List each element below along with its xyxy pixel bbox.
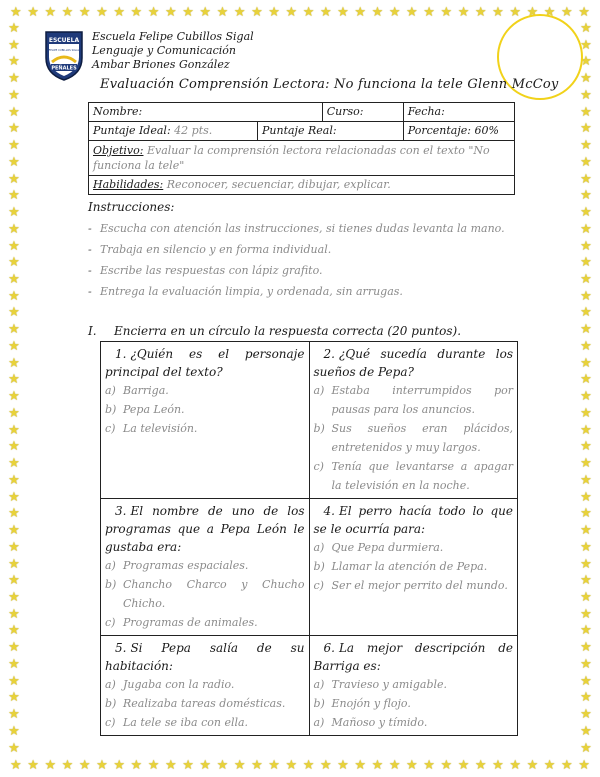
question-number: 5. xyxy=(115,641,127,655)
question-cell-3 xyxy=(101,499,310,636)
star-icon: ★ xyxy=(302,4,315,20)
star-icon: ★ xyxy=(580,556,592,572)
star-icon: ★ xyxy=(580,87,592,103)
star-icon: ★ xyxy=(8,506,20,522)
section-number: I. xyxy=(88,324,97,338)
puntaje-ideal-cell: Puntaje Ideal: 42 pts. xyxy=(89,122,258,141)
star-icon: ★ xyxy=(371,757,384,773)
answer-option[interactable] xyxy=(105,675,305,694)
star-icon: ★ xyxy=(580,154,592,170)
star-icon: ★ xyxy=(61,757,74,773)
star-icon: ★ xyxy=(561,757,573,773)
star-icon: ★ xyxy=(8,288,20,304)
star-icon: ★ xyxy=(182,4,194,20)
star-icon: ★ xyxy=(8,121,20,137)
star-icon: ★ xyxy=(268,4,280,20)
star-icon: ★ xyxy=(580,439,592,455)
star-icon: ★ xyxy=(580,288,592,304)
star-icon: ★ xyxy=(543,4,556,20)
question-prompt: El nombre de uno de los programas que a Pepa León le gustaba era: xyxy=(105,504,305,554)
star-icon: ★ xyxy=(580,673,592,689)
question-cell-2 xyxy=(309,342,518,499)
option-letter: a) xyxy=(105,384,116,397)
star-icon: ★ xyxy=(113,757,125,773)
svg-text:ESCUELA: ESCUELA xyxy=(48,37,80,44)
star-icon: ★ xyxy=(580,37,592,53)
star-icon: ★ xyxy=(580,305,592,321)
star-icon: ★ xyxy=(8,154,20,170)
star-icon: ★ xyxy=(8,138,20,154)
star-icon: ★ xyxy=(27,757,39,773)
star-icon: ★ xyxy=(580,707,592,723)
question-prompt: ¿Quién es el personaje principal del texto? xyxy=(105,347,305,379)
star-icon: ★ xyxy=(580,489,592,505)
option-text: Barriga. xyxy=(123,384,169,397)
star-icon: ★ xyxy=(509,757,521,773)
star-icon: ★ xyxy=(580,690,592,706)
star-icon: ★ xyxy=(130,4,143,20)
option-text: Ser el mejor perrito del mundo. xyxy=(331,579,508,592)
star-border-right xyxy=(578,22,594,755)
star-icon: ★ xyxy=(526,4,539,20)
star-icon: ★ xyxy=(580,272,592,288)
star-icon: ★ xyxy=(474,4,487,20)
school-name: Escuela Felipe Cubillos Sigal xyxy=(92,30,254,43)
star-icon: ★ xyxy=(96,4,108,20)
star-icon: ★ xyxy=(580,338,592,354)
star-icon: ★ xyxy=(457,4,470,20)
question-cell-1 xyxy=(101,342,310,499)
question-text xyxy=(314,502,514,538)
option-text: Chancho Charco y Chucho Chicho. xyxy=(123,578,305,610)
star-icon: ★ xyxy=(8,238,20,254)
star-icon: ★ xyxy=(8,489,20,505)
star-icon: ★ xyxy=(337,4,349,20)
star-icon: ★ xyxy=(580,71,592,87)
star-icon: ★ xyxy=(182,757,194,773)
star-icon: ★ xyxy=(319,4,332,20)
star-icon: ★ xyxy=(8,372,20,388)
star-icon: ★ xyxy=(147,757,160,773)
star-icon: ★ xyxy=(580,640,592,656)
star-icon: ★ xyxy=(8,338,20,354)
option-text: Jugaba con la radio. xyxy=(123,678,235,691)
star-icon: ★ xyxy=(216,4,229,20)
answer-option[interactable] xyxy=(314,381,514,419)
porcentaje-cell: Porcentaje: 60% xyxy=(403,122,514,141)
star-border-left xyxy=(6,22,22,755)
question-text xyxy=(105,639,305,675)
star-icon: ★ xyxy=(8,255,20,271)
answer-option[interactable] xyxy=(105,419,305,438)
star-icon: ★ xyxy=(526,757,539,773)
option-text: Pepa León. xyxy=(123,403,185,416)
answer-option[interactable] xyxy=(105,694,305,713)
star-icon: ★ xyxy=(78,4,91,20)
star-icon: ★ xyxy=(8,71,20,87)
objetivo-cell: Objetivo: Evaluar la comprensión lectora relacionadas con el texto "No funciona la tele" xyxy=(89,141,515,176)
answer-option[interactable] xyxy=(105,613,305,632)
answer-option[interactable] xyxy=(314,713,514,732)
page-title: Evaluación Comprensión Lectora: No funciona la tele Glenn McCoy xyxy=(100,77,559,92)
star-icon: ★ xyxy=(8,740,20,755)
star-icon: ★ xyxy=(164,757,177,773)
question-prompt: La mejor descripción de Barriga es: xyxy=(313,641,513,673)
star-icon: ★ xyxy=(580,422,592,438)
question-number: 6. xyxy=(323,641,335,655)
curso-field[interactable]: Curso: xyxy=(322,103,403,122)
star-icon: ★ xyxy=(388,4,401,20)
star-icon: ★ xyxy=(580,171,592,187)
star-icon: ★ xyxy=(61,4,74,20)
star-icon: ★ xyxy=(406,4,418,20)
answer-option[interactable] xyxy=(314,675,514,694)
star-icon: ★ xyxy=(113,4,125,20)
star-icon: ★ xyxy=(561,4,573,20)
answer-option[interactable] xyxy=(314,457,514,495)
option-text: Llamar la atención de Pepa. xyxy=(331,560,488,573)
student-info-table xyxy=(88,102,515,195)
star-icon: ★ xyxy=(423,757,435,773)
option-letter: a) xyxy=(313,384,325,397)
star-icon: ★ xyxy=(580,322,592,338)
star-icon: ★ xyxy=(8,54,20,70)
star-icon: ★ xyxy=(578,4,590,20)
star-icon: ★ xyxy=(233,4,246,20)
option-text: Que Pepa durmiera. xyxy=(331,541,444,554)
section-text: Encierra en un círculo la respuesta correcta (20 puntos). xyxy=(114,324,462,338)
question-number: 3. xyxy=(115,504,127,518)
star-icon: ★ xyxy=(44,757,57,773)
star-icon: ★ xyxy=(580,205,592,221)
option-letter: c) xyxy=(105,422,116,435)
option-letter: b) xyxy=(313,560,325,573)
answer-option[interactable] xyxy=(105,400,305,419)
answer-option[interactable] xyxy=(314,538,514,557)
option-text: Tenía que levantarse a apagar la televisión en la noche. xyxy=(331,460,513,492)
instruction-item: - Trabaja en silencio y en forma individual. xyxy=(88,243,528,257)
star-icon: ★ xyxy=(8,439,20,455)
option-letter: c) xyxy=(105,716,116,729)
star-icon: ★ xyxy=(8,221,20,237)
option-letter: a) xyxy=(105,678,116,691)
answer-option[interactable] xyxy=(314,419,514,457)
star-icon: ★ xyxy=(285,757,298,773)
option-text: Enojón y flojo. xyxy=(331,697,411,710)
star-icon: ★ xyxy=(233,757,246,773)
option-text: Sus sueños eran plácidos, entretenidos y muy largos. xyxy=(331,422,513,454)
option-text: Programas espaciales. xyxy=(123,559,249,572)
star-icon: ★ xyxy=(8,606,20,622)
star-icon: ★ xyxy=(580,656,592,672)
star-icon: ★ xyxy=(8,22,20,36)
star-icon: ★ xyxy=(8,355,20,371)
answer-option[interactable] xyxy=(105,381,305,400)
star-icon: ★ xyxy=(96,757,108,773)
answer-option[interactable] xyxy=(314,576,514,595)
star-icon: ★ xyxy=(44,4,57,20)
question-prompt: El perro hacía todo lo que se le ocurría para: xyxy=(313,504,513,536)
star-icon: ★ xyxy=(580,506,592,522)
instruction-item: - Escucha con atención las instrucciones, si tienes dudas levanta la mano. xyxy=(88,222,528,236)
star-icon: ★ xyxy=(130,757,143,773)
star-icon: ★ xyxy=(580,22,592,36)
star-icon: ★ xyxy=(580,372,592,388)
star-icon: ★ xyxy=(78,757,91,773)
option-text: Realizaba tareas domésticas. xyxy=(123,697,286,710)
star-icon: ★ xyxy=(319,757,332,773)
option-text: La televisión. xyxy=(123,422,198,435)
star-icon: ★ xyxy=(10,4,22,20)
star-icon: ★ xyxy=(580,539,592,555)
svg-text:FELIPE CUBILLOS SIGAL: FELIPE CUBILLOS SIGAL xyxy=(48,49,80,52)
fecha-field[interactable]: Fecha: xyxy=(403,103,514,122)
star-icon: ★ xyxy=(8,707,20,723)
question-text xyxy=(314,639,514,675)
star-icon: ★ xyxy=(580,255,592,271)
option-letter: b) xyxy=(105,578,117,591)
question-prompt: ¿Qué sucedía durante los sueños de Pepa? xyxy=(313,347,513,379)
star-icon: ★ xyxy=(580,54,592,70)
star-icon: ★ xyxy=(474,757,487,773)
question-number: 4. xyxy=(323,504,335,518)
star-icon: ★ xyxy=(388,757,401,773)
star-icon: ★ xyxy=(580,238,592,254)
question-cell-4 xyxy=(309,499,518,636)
star-icon: ★ xyxy=(354,4,367,20)
question-number: 2. xyxy=(323,347,335,361)
star-icon: ★ xyxy=(8,456,20,472)
answer-option[interactable] xyxy=(314,557,514,576)
star-icon: ★ xyxy=(164,4,177,20)
star-icon: ★ xyxy=(8,539,20,555)
star-border-bottom xyxy=(10,757,590,773)
star-icon: ★ xyxy=(406,757,418,773)
star-icon: ★ xyxy=(216,757,229,773)
star-icon: ★ xyxy=(8,37,20,53)
question-text xyxy=(105,502,305,556)
star-icon: ★ xyxy=(580,623,592,639)
star-icon: ★ xyxy=(580,104,592,120)
school-logo xyxy=(42,28,86,82)
star-icon: ★ xyxy=(8,422,20,438)
option-text: La tele se iba con ella. xyxy=(123,716,249,729)
star-icon: ★ xyxy=(8,305,20,321)
question-number: 1. xyxy=(115,347,127,361)
answer-option[interactable] xyxy=(105,556,305,575)
puntaje-real-field[interactable]: Puntaje Real: xyxy=(258,122,404,141)
option-letter: b) xyxy=(105,403,117,416)
star-icon: ★ xyxy=(27,4,39,20)
star-icon: ★ xyxy=(492,757,504,773)
star-icon: ★ xyxy=(8,723,20,739)
star-icon: ★ xyxy=(543,757,556,773)
star-icon: ★ xyxy=(268,757,280,773)
star-icon: ★ xyxy=(147,4,160,20)
option-text: Estaba interrumpidos por pausas para los anuncios. xyxy=(331,384,513,416)
star-icon: ★ xyxy=(578,757,590,773)
star-icon: ★ xyxy=(580,523,592,539)
school-header xyxy=(92,30,254,72)
star-icon: ★ xyxy=(8,656,20,672)
star-icon: ★ xyxy=(457,757,470,773)
star-icon: ★ xyxy=(8,205,20,221)
option-letter: c) xyxy=(313,460,324,473)
star-icon: ★ xyxy=(8,556,20,572)
star-icon: ★ xyxy=(580,138,592,154)
instructions-title: Instrucciones: xyxy=(88,200,175,214)
star-icon: ★ xyxy=(580,472,592,488)
option-letter: a) xyxy=(313,716,325,729)
star-icon: ★ xyxy=(8,623,20,639)
option-letter: b) xyxy=(313,422,325,435)
answer-option[interactable] xyxy=(105,575,305,613)
star-icon: ★ xyxy=(8,405,20,421)
star-icon: ★ xyxy=(337,757,349,773)
star-icon: ★ xyxy=(580,121,592,137)
star-icon: ★ xyxy=(8,188,20,204)
star-icon: ★ xyxy=(509,4,521,20)
star-icon: ★ xyxy=(251,4,263,20)
star-icon: ★ xyxy=(440,4,453,20)
option-text: Programas de animales. xyxy=(123,616,258,629)
star-icon: ★ xyxy=(8,690,20,706)
star-icon: ★ xyxy=(8,472,20,488)
question-cell-6 xyxy=(309,636,518,736)
star-icon: ★ xyxy=(199,757,212,773)
option-letter: c) xyxy=(105,616,116,629)
question-text xyxy=(105,345,305,381)
answer-option[interactable] xyxy=(105,713,305,732)
star-icon: ★ xyxy=(580,405,592,421)
subject-name: Lenguaje y Comunicación xyxy=(92,44,236,57)
star-icon: ★ xyxy=(580,389,592,405)
star-icon: ★ xyxy=(580,188,592,204)
instruction-item: - Escribe las respuestas con lápiz grafito. xyxy=(88,264,528,278)
option-letter: c) xyxy=(313,579,324,592)
star-icon: ★ xyxy=(580,221,592,237)
answer-option[interactable] xyxy=(314,694,514,713)
question-text xyxy=(314,345,514,381)
star-icon: ★ xyxy=(302,757,315,773)
star-icon: ★ xyxy=(354,757,367,773)
star-icon: ★ xyxy=(440,757,453,773)
star-icon: ★ xyxy=(580,606,592,622)
star-icon: ★ xyxy=(285,4,298,20)
star-icon: ★ xyxy=(423,4,435,20)
star-icon: ★ xyxy=(8,640,20,656)
star-icon: ★ xyxy=(8,523,20,539)
star-icon: ★ xyxy=(580,456,592,472)
star-icon: ★ xyxy=(371,4,384,20)
option-text: Mañoso y tímido. xyxy=(331,716,428,729)
section-heading xyxy=(88,324,461,338)
star-icon: ★ xyxy=(8,87,20,103)
star-icon: ★ xyxy=(8,171,20,187)
svg-text:PEÑALES: PEÑALES xyxy=(51,65,77,72)
option-text: Travieso y amigable. xyxy=(331,678,448,691)
star-icon: ★ xyxy=(580,740,592,755)
star-icon: ★ xyxy=(8,322,20,338)
instruction-item: - Entrega la evaluación limpia, y ordenada, sin arrugas. xyxy=(88,285,528,299)
option-letter: a) xyxy=(313,541,325,554)
teacher-name: Ambar Briones González xyxy=(92,58,230,71)
habilidades-cell: Habilidades: Reconocer, secuenciar, dibujar, explicar. xyxy=(89,176,515,195)
star-border-top xyxy=(10,4,590,20)
star-icon: ★ xyxy=(251,757,263,773)
option-letter: b) xyxy=(313,697,325,710)
instructions-list xyxy=(88,222,528,306)
star-icon: ★ xyxy=(580,589,592,605)
option-letter: b) xyxy=(105,697,117,710)
star-icon: ★ xyxy=(580,355,592,371)
star-icon: ★ xyxy=(8,104,20,120)
star-icon: ★ xyxy=(10,757,22,773)
star-icon: ★ xyxy=(8,389,20,405)
star-icon: ★ xyxy=(492,4,504,20)
option-letter: a) xyxy=(105,559,116,572)
option-letter: a) xyxy=(313,678,325,691)
star-icon: ★ xyxy=(8,272,20,288)
questions-table xyxy=(100,341,518,736)
star-icon: ★ xyxy=(199,4,212,20)
star-icon: ★ xyxy=(580,573,592,589)
star-icon: ★ xyxy=(8,589,20,605)
star-icon: ★ xyxy=(580,723,592,739)
question-cell-5 xyxy=(101,636,310,736)
nombre-field[interactable]: Nombre: xyxy=(89,103,323,122)
question-prompt: Si Pepa salía de su habitación: xyxy=(105,641,305,673)
star-icon: ★ xyxy=(8,573,20,589)
star-icon: ★ xyxy=(8,673,20,689)
